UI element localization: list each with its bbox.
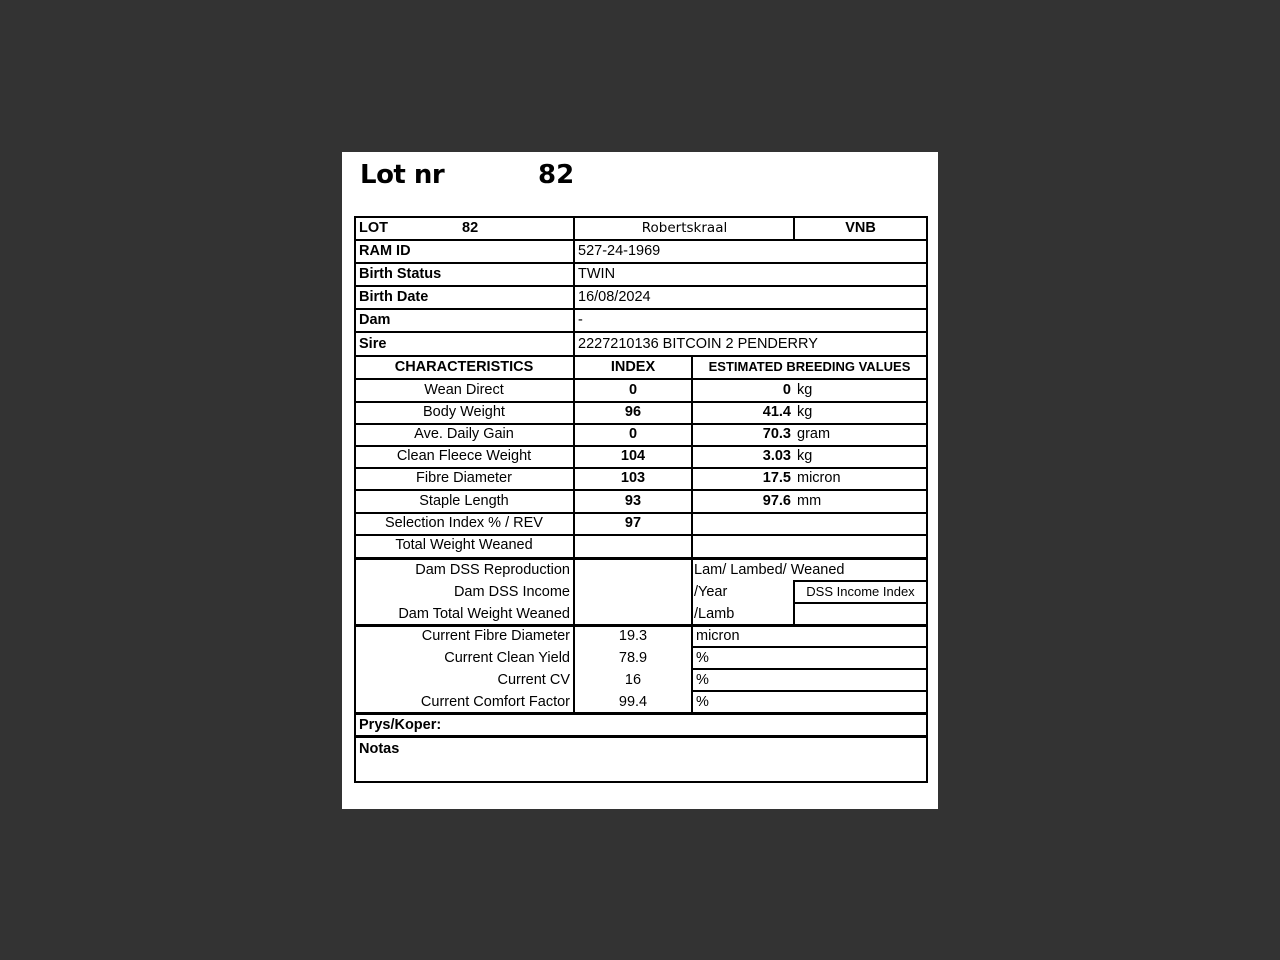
char-ebv: 70.3 [762,426,791,442]
current-value: 99.4 [618,694,648,710]
current-unit: micron [696,628,740,644]
birth-status-label: Birth Status [359,266,442,282]
char-name: Ave. Daily Gain [414,426,514,442]
birth-date-value: 16/08/2024 [578,289,651,305]
char-ebv: 3.03 [762,448,791,464]
current-unit: % [696,694,709,710]
lot-value: 82 [462,220,479,236]
current-label: Current Clean Yield [444,650,570,666]
char-unit: mm [797,493,822,509]
dam-dss-unit: /Year [694,584,728,600]
char-index: 0 [628,382,638,398]
ram-id-value: 527-24-1969 [578,243,661,259]
char-name: Wean Direct [424,382,504,398]
dss-income-index-label: DSS Income Index [806,584,915,599]
char-index: 96 [624,404,642,420]
current-value: 78.9 [618,650,648,666]
dam-dss-unit: /Lamb [694,606,735,622]
birth-date-label: Birth Date [359,289,429,305]
ebv-header: ESTIMATED BREEDING VALUES [708,359,911,374]
char-ebv [693,513,791,534]
char-index: 103 [620,470,646,486]
lot-label: LOT [359,220,388,236]
current-label: Current CV [497,672,570,688]
char-unit: kg [797,382,813,398]
notes-label: Notas [359,741,400,757]
breed-code: VNB [845,220,876,236]
ram-id-label: RAM ID [359,243,411,259]
dam-dss-label: Dam DSS Income [453,584,570,600]
char-ebv: 41.4 [762,404,791,420]
characteristics-header: CHARACTERISTICS [394,359,534,375]
sire-value: 2227210136 BITCOIN 2 PENDERRY [578,336,818,352]
current-unit: % [696,650,709,666]
price-buyer-label: Prys/Koper: [359,717,442,733]
page-title: Lot nr [360,160,445,190]
char-name: Fibre Diameter [416,470,512,486]
char-index: 93 [624,493,642,509]
char-index: 0 [628,426,638,442]
current-value: 16 [624,672,642,688]
birth-status-value: TWIN [578,266,616,282]
index-header: INDEX [610,359,656,375]
char-name: Total Weight Weaned [395,537,533,553]
current-value: 19.3 [618,628,648,644]
char-unit: gram [797,426,831,442]
char-name: Selection Index % / REV [385,515,543,531]
dam-dss-label: Dam Total Weight Weaned [398,606,570,622]
dss-income-index-value [795,604,926,624]
char-ebv: 17.5 [762,470,791,486]
current-label: Current Fibre Diameter [421,628,570,644]
char-index: 104 [620,448,646,464]
lot-number-heading: 82 [538,160,575,190]
char-unit: micron [797,470,841,486]
current-unit: % [696,672,709,688]
dam-value: - [578,312,583,328]
char-unit: kg [797,448,813,464]
char-unit: kg [797,404,813,420]
char-name: Clean Fleece Weight [396,448,532,464]
char-ebv: 97.6 [762,493,791,509]
current-label: Current Comfort Factor [420,694,570,710]
char-index [575,535,691,556]
lot-sheet-page [342,152,938,809]
farm-name: Robertskraal [641,220,728,236]
char-index: 97 [624,515,642,531]
char-name: Body Weight [423,404,505,420]
sire-label: Sire [359,336,387,352]
dam-dss-label: Dam DSS Reproduction [415,562,570,578]
dam-label: Dam [359,312,391,328]
char-name: Staple Length [419,493,509,509]
char-ebv: 0 [782,382,791,398]
dam-dss-unit: Lam/ Lambed/ Weaned [694,562,845,578]
